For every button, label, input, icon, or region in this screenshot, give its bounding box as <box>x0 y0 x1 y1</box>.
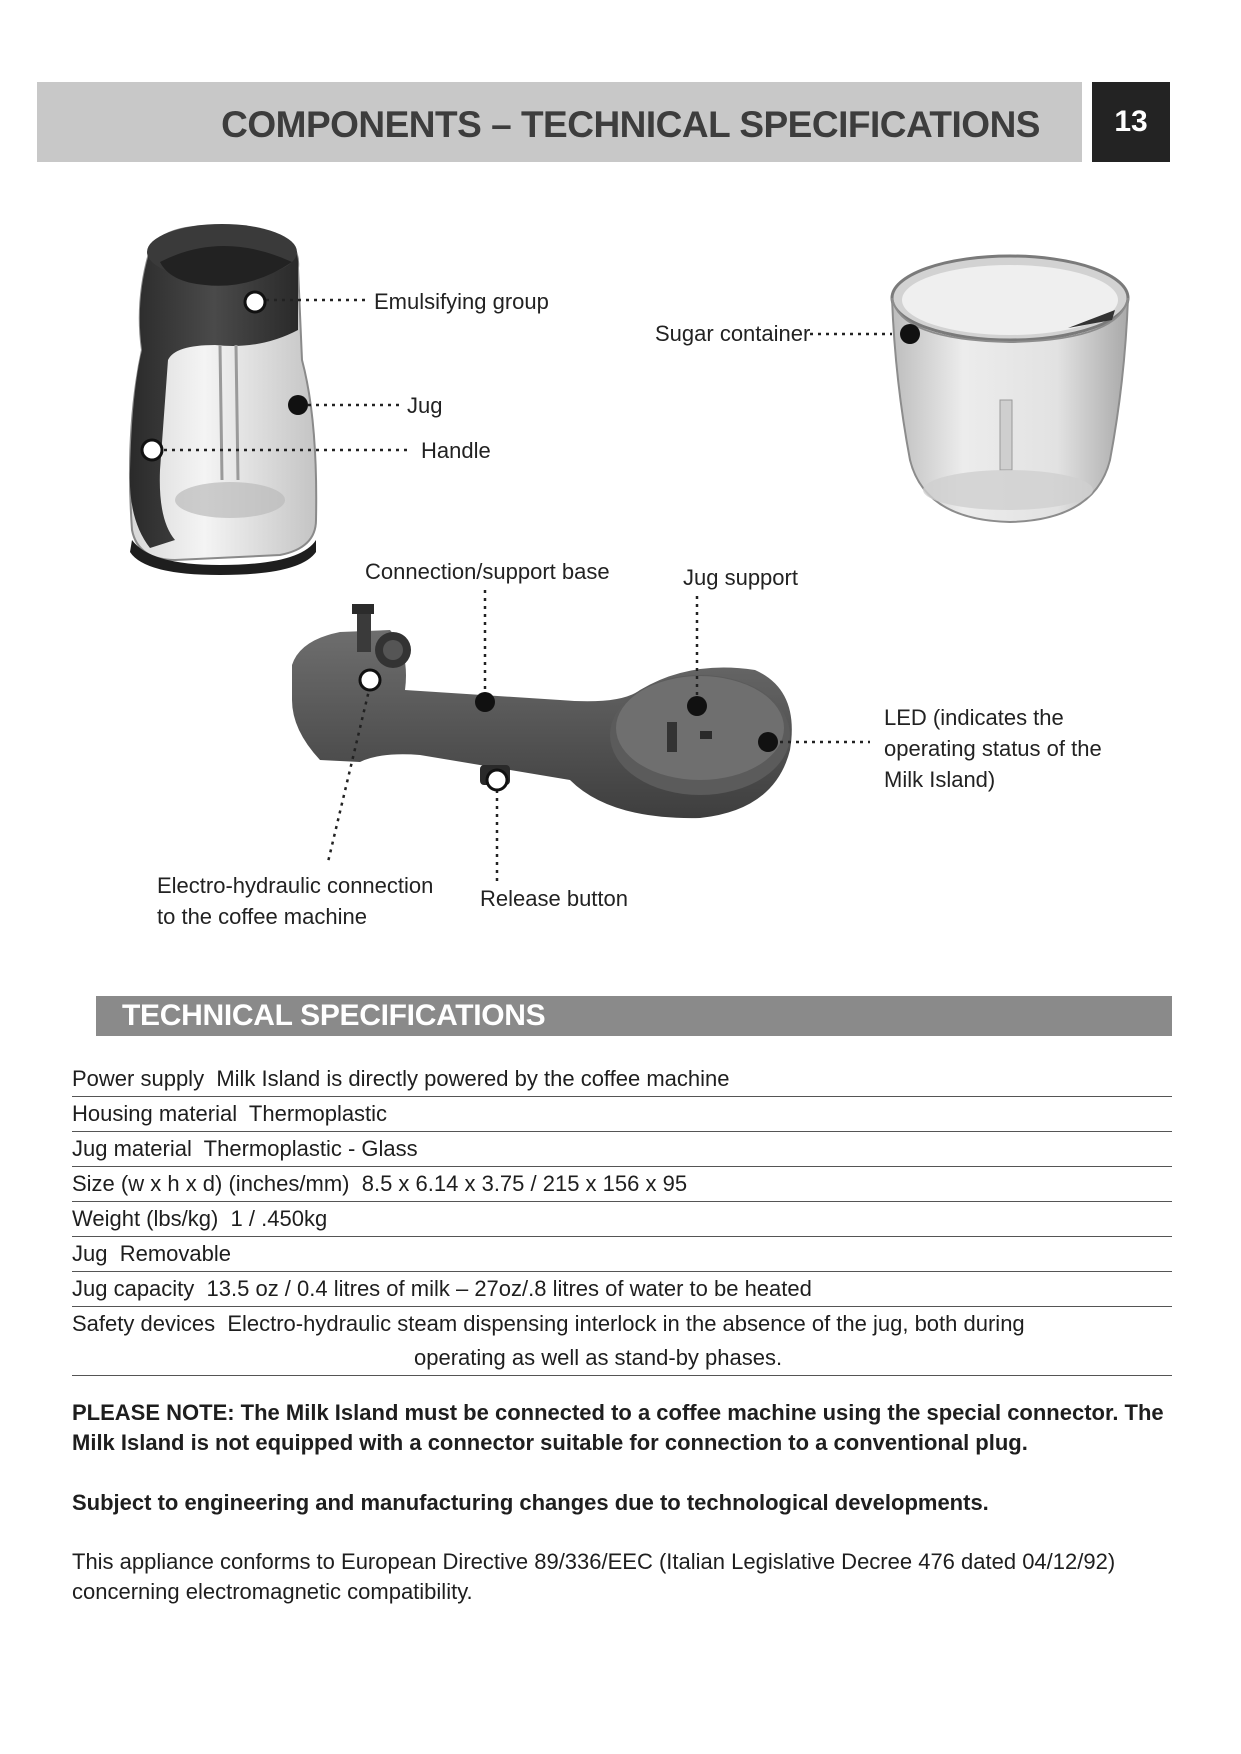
callout-electro-line1: Electro-hydraulic connection <box>157 873 434 898</box>
spec-table <box>72 1062 1172 1376</box>
spec-label: Housing material <box>72 1101 238 1126</box>
spec-value: 13.5 oz / 0.4 litres of milk – 27oz/.8 litres of water to be heated <box>206 1276 812 1301</box>
spec-row <box>72 1062 1172 1097</box>
callout-led-line1: LED (indicates the <box>884 705 1064 730</box>
page-number: 13 <box>1114 105 1148 138</box>
callout-connection-base: Connection/support base <box>365 559 610 584</box>
spec-section-title: TECHNICAL SPECIFICATIONS <box>122 999 546 1032</box>
page-title: COMPONENTS – TECHNICAL SPECIFICATIONS <box>221 104 1040 145</box>
spec-row <box>72 1097 1172 1132</box>
callout-electro-hydraulic <box>157 870 433 932</box>
spec-value: Thermoplastic - Glass <box>203 1136 418 1161</box>
callout-handle: Handle <box>421 438 491 463</box>
conformity-note: This appliance conforms to European Directive 89/336/EEC (Italian Legislative Decree 476 dated 04/12/92) concerning electromagnetic compatibility. <box>72 1549 1116 1604</box>
spec-label: Jug capacity <box>72 1276 195 1301</box>
sugar-container-illustration <box>892 256 1128 522</box>
callout-jug: Jug <box>407 393 443 418</box>
jug-illustration <box>130 224 316 575</box>
spec-label: Power supply <box>72 1066 205 1091</box>
callout-release-button: Release button <box>480 886 628 911</box>
spec-label: Jug material <box>72 1136 192 1161</box>
callout-sugar-container: Sugar container <box>655 321 811 346</box>
callout-electro-line2: to the coffee machine <box>157 904 367 929</box>
callout-led <box>884 702 1102 795</box>
callout-led-line3: Milk Island) <box>884 767 996 792</box>
spec-value: Removable <box>119 1241 231 1266</box>
spec-row <box>72 1132 1172 1167</box>
spec-value: 8.5 x 6.14 x 3.75 / 215 x 156 x 95 <box>361 1171 688 1196</box>
callout-led-line2: operating status of the <box>884 736 1102 761</box>
subject-to-changes-note: Subject to engineering and manufacturing changes due to technological developments. <box>72 1490 989 1515</box>
please-note: PLEASE NOTE: The Milk Island must be connected to a coffee machine using the special connector. The Milk Island is not equipped with a connector suitable for connection to a conventional plug. <box>72 1400 1164 1455</box>
spec-label: Size (w x h x d) (inches/mm) <box>72 1171 350 1196</box>
spec-row <box>72 1307 1172 1376</box>
support-base-illustration <box>292 604 792 818</box>
spec-section-header <box>96 996 1172 1036</box>
spec-row <box>72 1167 1172 1202</box>
spec-label: Jug <box>72 1241 108 1266</box>
spec-value: Electro-hydraulic steam dispensing interlock in the absence of the jug, both during <box>227 1311 1025 1336</box>
spec-value: Milk Island is directly powered by the coffee machine <box>216 1066 730 1091</box>
spec-value: 1 / .450kg <box>230 1206 328 1231</box>
spec-value: Thermoplastic <box>248 1101 388 1126</box>
spec-row <box>72 1202 1172 1237</box>
spec-label: Safety devices <box>72 1311 216 1336</box>
callout-jug-support: Jug support <box>683 565 798 590</box>
callout-emulsifying-group: Emulsifying group <box>374 289 549 314</box>
spec-label: Weight (lbs/kg) <box>72 1206 219 1231</box>
spec-value-continuation: operating as well as stand-by phases. <box>414 1345 783 1370</box>
spec-row <box>72 1237 1172 1272</box>
spec-row <box>72 1272 1172 1307</box>
